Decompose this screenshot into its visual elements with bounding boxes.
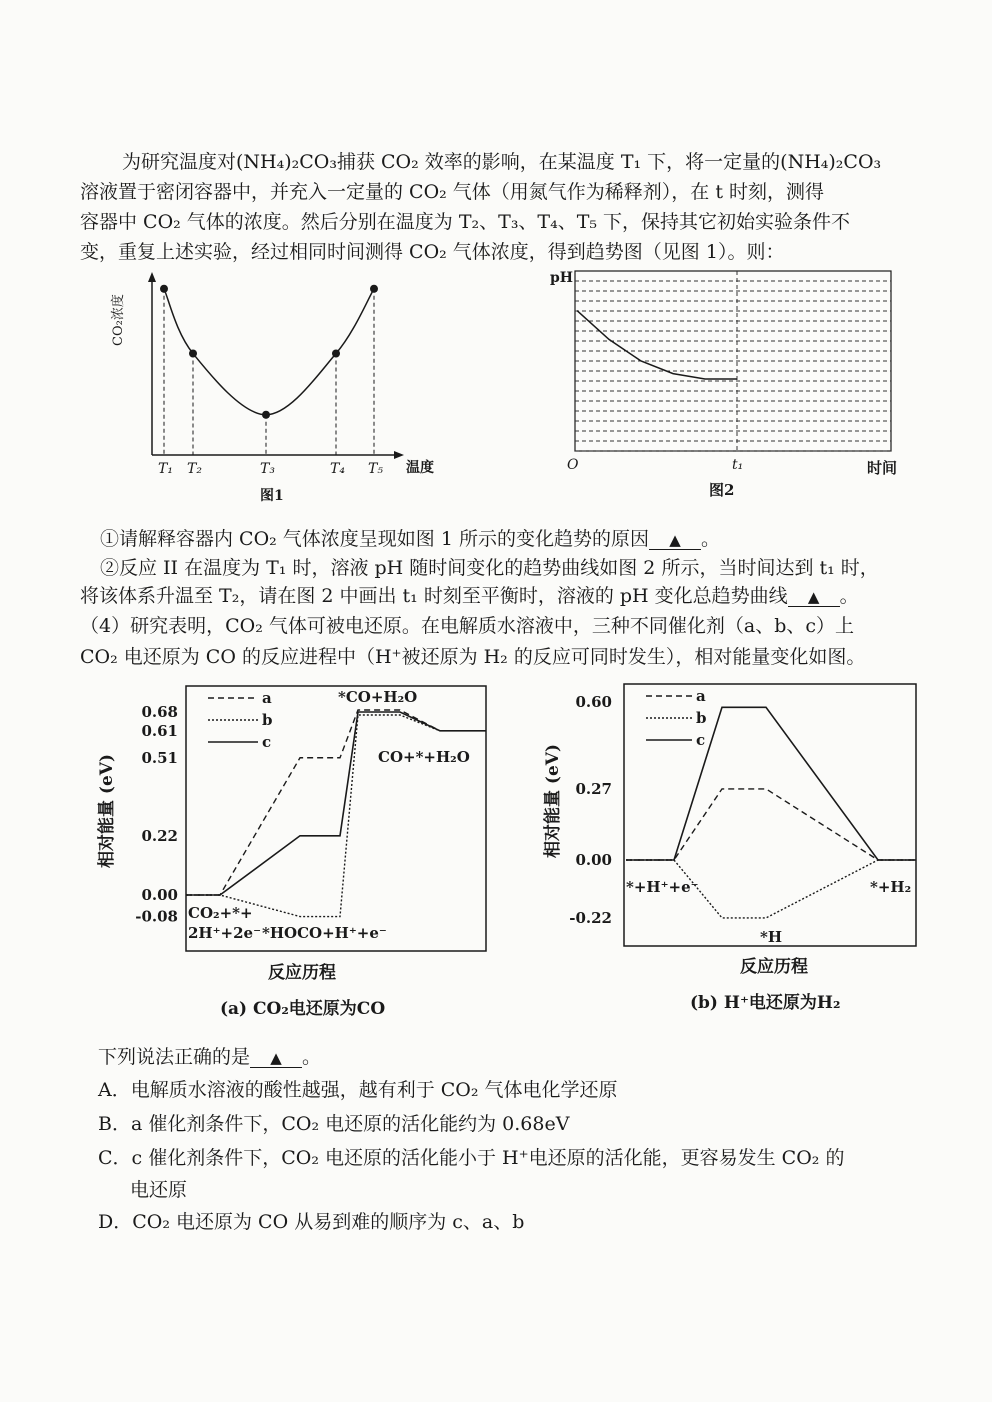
fig1-point [370,285,378,293]
fig1-x-arrow [394,451,404,459]
chart-a-label-end: CO+*+H₂O [378,748,470,766]
chart-a-co2-reduction [90,680,510,1030]
chart-b-caption: (b) H⁺电还原为H₂ [690,993,841,1013]
options-stem-text: 下列说法正确的是 [98,1046,251,1068]
chart-a-legend-label: a [262,689,272,707]
chart-b-label-start: *+H⁺+e⁻ [626,878,699,896]
option-a[interactable]: A．电解质水溶液的酸性越强，越有利于 CO₂ 气体电化学还原 [98,1079,618,1101]
fig1-tick: T₃ [260,461,275,477]
chart-b-label-end: *+H₂ [870,878,912,896]
intro-line-4: 变，重复上述实验，经过相同时间测得 CO₂ 气体浓度，得到趋势图（见图 1）。则： [80,241,785,263]
chart-a-tick: -0.08 [135,907,178,926]
chart-a-tick: 0.61 [141,721,178,740]
question-4-line-1: （4）研究表明，CO₂ 气体可被电还原。在电解质水溶液中，三种不同催化剂（a、b、c）上 [80,615,854,637]
question-1-text: ①请解释容器内 CO₂ 气体浓度呈现如图 1 所示的变化趋势的原因 [100,528,649,550]
fig1-point [160,285,168,293]
answer-blank-2[interactable]: ▲ [788,588,840,607]
question-2-line-2 [80,584,859,608]
figure-2-chart [545,265,925,510]
answer-blank-1[interactable]: ▲ [649,531,701,550]
fig1-tick: T₁ [158,461,173,477]
chart-b-frame [624,684,916,946]
chart-b-series-c [626,707,916,860]
chart-a-xlabel: 反应历程 [268,963,336,983]
chart-b-tick: -0.22 [569,908,612,927]
chart-b-h-reduction [540,680,940,1020]
fig1-caption: 图1 [260,488,284,504]
chart-b-legend-label: a [696,687,706,705]
fig2-xlabel: 时间 [867,459,898,477]
question-2-text: 将该体系升温至 T₂，请在图 2 中画出 t₁ 时刻至平衡时，溶液的 pH 变化总趋势曲线 [80,585,788,607]
option-c-line-2: 电还原 [130,1179,188,1201]
chart-a-label-mid: *HOCO+H⁺+e⁻ [262,924,387,942]
fig2-origin: O [567,457,579,473]
fig1-point [262,411,270,419]
chart-a-series-a [186,710,486,895]
chart-a-tick: 0.68 [141,703,178,721]
chart-a-label-peak: *CO+H₂O [338,688,418,706]
chart-a-series-c [186,712,486,895]
chart-a-tick: 0.00 [141,886,178,904]
chart-a-ylabel: 相对能量 (eV) [97,753,117,868]
intro-line-3: 容器中 CO₂ 气体的浓度。然后分别在温度为 T₂、T₃、T₄、T₅ 下，保持其它初始实验条件不 [80,211,851,233]
chart-a-caption: (a) CO₂电还原为CO [220,999,386,1019]
fig1-xlabel: 温度 [406,460,434,476]
option-c-line-1[interactable]: C．c 催化剂条件下，CO₂ 电还原的活化能小于 H⁺电还原的活化能，更容易发生 CO₂ 的 [98,1147,845,1169]
option-b[interactable]: B．a 催化剂条件下，CO₂ 电还原的活化能约为 0.68eV [98,1113,570,1135]
fig2-t1: t₁ [732,457,744,473]
fig2-curve [577,311,737,379]
fig1-tick: T₂ [187,461,202,477]
fig1-ylabel: CO₂浓度 [111,294,126,346]
intro-line-1: 为研究温度对(NH₄)₂CO₃捕获 CO₂ 效率的影响，在某温度 T₁ 下，将一定量的(NH₄)₂CO₃ [122,151,882,173]
fig1-y-arrow [148,272,156,282]
chart-b-ylabel: 相对能量 (eV) [543,743,563,858]
chart-b-tick: 0.60 [575,693,612,711]
chart-b-label-mid: *H [760,928,783,946]
answer-blank-3[interactable]: ▲ [250,1049,302,1068]
question-4-line-2: CO₂ 电还原为 CO 的反应进程中（H⁺被还原为 H₂ 的反应可同时发生），相对能量变化如图。 [80,646,866,668]
chart-b-tick: 0.27 [575,779,612,798]
intro-line-2: 溶液置于密闭容器中，并充入一定量的 CO₂ 气体（用氮气作为稀释剂），在 t 时刻，测得 [80,181,825,203]
figure-1-chart [100,270,460,510]
fig2-caption: 图2 [709,481,735,499]
chart-a-legend-label: b [262,711,273,729]
options-stem [98,1045,321,1069]
chart-b-xlabel: 反应历程 [740,957,808,977]
question-2-line-1: ②反应 II 在温度为 T₁ 时，溶液 pH 随时间变化的趋势曲线如图 2 所示，当时间达到 t₁ 时， [100,557,879,579]
chart-b-tick: 0.00 [575,851,612,869]
fig1-tick: T₄ [330,461,345,477]
fig1-point [189,350,197,358]
chart-a-label-start-2: 2H⁺+2e⁻ [188,924,261,942]
question-2-end: 。 [839,585,859,607]
chart-a-label-start-1: CO₂+*+ [188,904,253,922]
chart-b-series-a [626,789,916,860]
fig1-tick: T₅ [368,461,383,477]
option-d[interactable]: D．CO₂ 电还原为 CO 从易到难的顺序为 c、a、b [98,1211,525,1233]
chart-a-tick: 0.51 [141,748,178,767]
fig2-ylabel: pH [550,270,574,286]
chart-b-legend-label: b [696,709,707,727]
question-1 [100,527,720,551]
fig1-point [332,350,340,358]
chart-a-tick: 0.22 [141,826,178,845]
options-stem-end: 。 [302,1046,322,1068]
chart-a-legend-label: c [262,733,272,751]
question-1-end: 。 [700,528,720,550]
chart-b-legend-label: c [696,731,706,749]
